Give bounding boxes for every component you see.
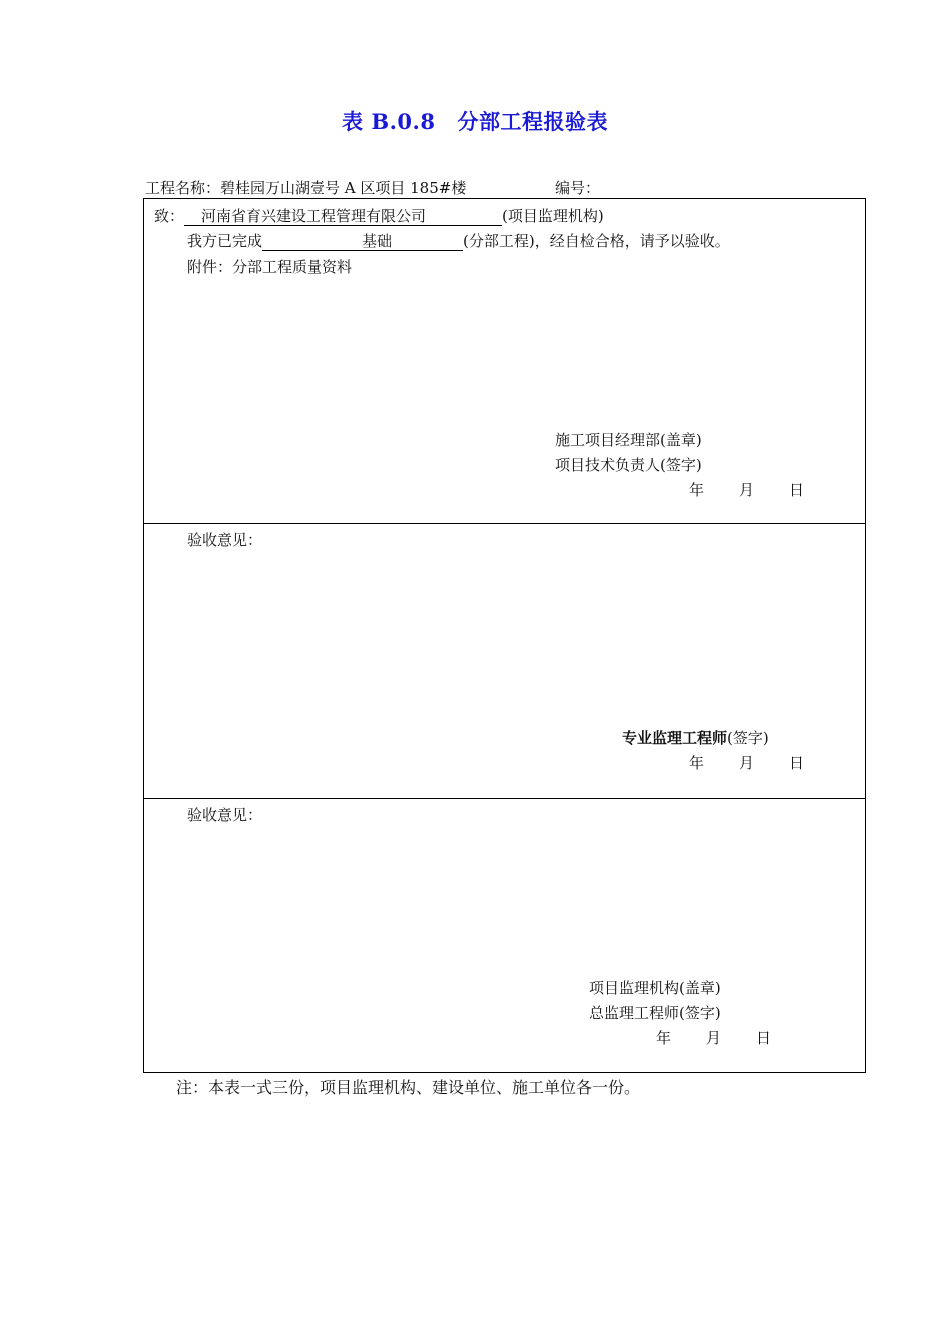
- contractor-seal: 施工项目经理部(盖章): [555, 431, 702, 449]
- form-name: 分部工程报验表: [457, 109, 608, 134]
- to-label: 致：: [154, 207, 185, 225]
- technical-lead-signature: 项目技术负责人(签字): [555, 456, 702, 474]
- form-number: 表 B.0.8: [342, 109, 436, 134]
- chief-engineer-date: [656, 1027, 771, 1048]
- engineer-signature: [622, 727, 769, 748]
- engineer-title: 专业监理工程师: [622, 729, 728, 747]
- addressee-suffix: (项目监理机构): [502, 207, 604, 225]
- year-label: 年: [689, 481, 705, 499]
- project-name: 工程名称：碧桂园万山湖壹号 A 区项目 185#楼: [145, 179, 467, 197]
- opinion-label: 验收意见：: [187, 531, 263, 549]
- form-title: [0, 106, 950, 136]
- completed-prefix: 我方已完成: [187, 232, 263, 250]
- day-label: 日: [756, 1029, 772, 1047]
- month-label: 月: [739, 481, 755, 499]
- form-table: [143, 198, 866, 1073]
- supervision-seal: 项目监理机构(盖章): [589, 979, 721, 997]
- engineer-sign-suffix: (签字): [727, 729, 769, 747]
- form-header: [145, 177, 601, 198]
- chief-engineer-section: [144, 799, 865, 1073]
- opinion-label: 验收意见：: [187, 806, 263, 824]
- year-label: 年: [656, 1029, 672, 1047]
- completion-line: [187, 230, 730, 251]
- contractor-section: [144, 199, 865, 524]
- day-label: 日: [789, 754, 805, 772]
- sub-project-field[interactable]: 基础: [262, 233, 463, 251]
- month-label: 月: [739, 754, 755, 772]
- chief-engineer-signature: 总监理工程师(签字): [589, 1004, 721, 1022]
- addressee-field[interactable]: 河南省育兴建设工程管理有限公司: [184, 208, 502, 226]
- engineer-section: [144, 524, 865, 799]
- footnote: 注：本表一式三份，项目监理机构、建设单位、施工单位各一份。: [176, 1078, 641, 1097]
- number-label: 编号：: [555, 179, 601, 197]
- addressee-line: [154, 205, 604, 226]
- engineer-date: [689, 752, 804, 773]
- completed-suffix: (分部工程)，经自检合格，请予以验收。: [463, 232, 730, 250]
- month-label: 月: [706, 1029, 722, 1047]
- attachment-line: 附件：分部工程质量资料: [187, 258, 353, 276]
- contractor-date: [689, 479, 804, 500]
- day-label: 日: [789, 481, 805, 499]
- year-label: 年: [689, 754, 705, 772]
